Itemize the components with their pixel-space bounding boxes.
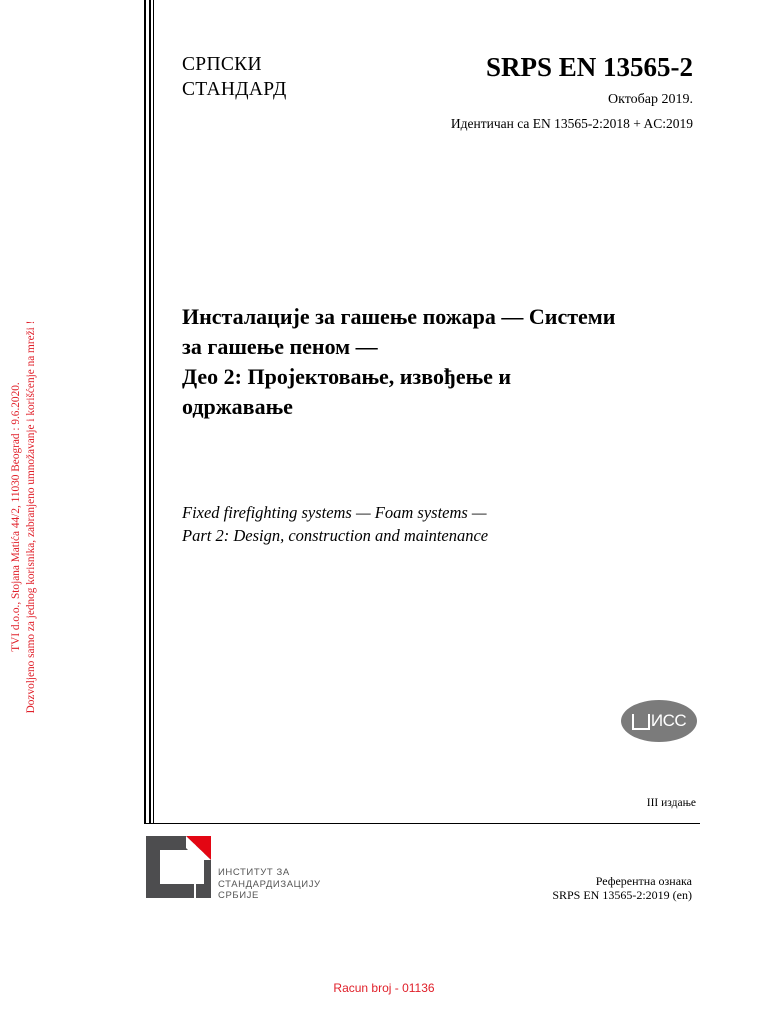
standard-label-line-2: СТАНДАРД [182,79,287,100]
institute-logo-icon [146,836,211,898]
standard-code: SRPS EN 13565-2 [485,52,693,82]
standard-label-line-1: СРПСКИ [182,54,262,75]
title-serbian-line-3: Део 2: Пројектовање, извођење и [182,364,512,389]
iss-logo-mark-icon [632,714,650,730]
left-rule-2 [149,0,151,824]
institute-name [218,867,321,902]
bottom-rule [144,823,700,824]
title-serbian [182,302,722,422]
reference-code: SRPS EN 13565-2:2019 (en) [552,888,692,902]
institute-name-line-3: СРБИЈЕ [218,890,259,901]
invoice-number: Racun broj - 01136 [333,981,435,995]
iss-logo [621,700,697,742]
watermark-line-1: TVI d.o.o., Stojana Matića 44/2, 11030 Beograd : 9.6.2020. [10,382,22,652]
watermark-line-2: Dozvoljeno samo za jednog korisnika, zabranjeno umnožavanje i korišćenje na mreži ! [25,320,37,714]
iss-logo-text: ИСС [650,711,687,730]
standard-label [182,52,287,102]
title-english [182,501,722,547]
institute-name-line-1: ИНСТИТУТ ЗА [218,867,290,878]
title-serbian-line-4: одржавање [182,394,293,419]
title-serbian-line-1: Инсталације за гашење пожара — Системи [182,304,616,329]
reference-label: Референтна ознака [595,874,692,888]
left-rule-3 [153,0,154,824]
identical-with: Идентичан са EN 13565-2:2018 + AC:2019 [450,116,693,131]
publication-date: Октобар 2019. [608,92,693,107]
title-english-line-1: Fixed firefighting systems — Foam systems — [182,503,487,522]
institute-name-line-2: СТАНДАРДИЗАЦИЈУ [218,878,321,890]
watermark [9,287,39,747]
edition: III издање [646,797,696,809]
title-english-line-2: Part 2: Design, construction and maintenance [182,526,489,545]
title-serbian-line-2: за гашење пеном — [182,334,378,359]
left-rule-1 [144,0,146,824]
